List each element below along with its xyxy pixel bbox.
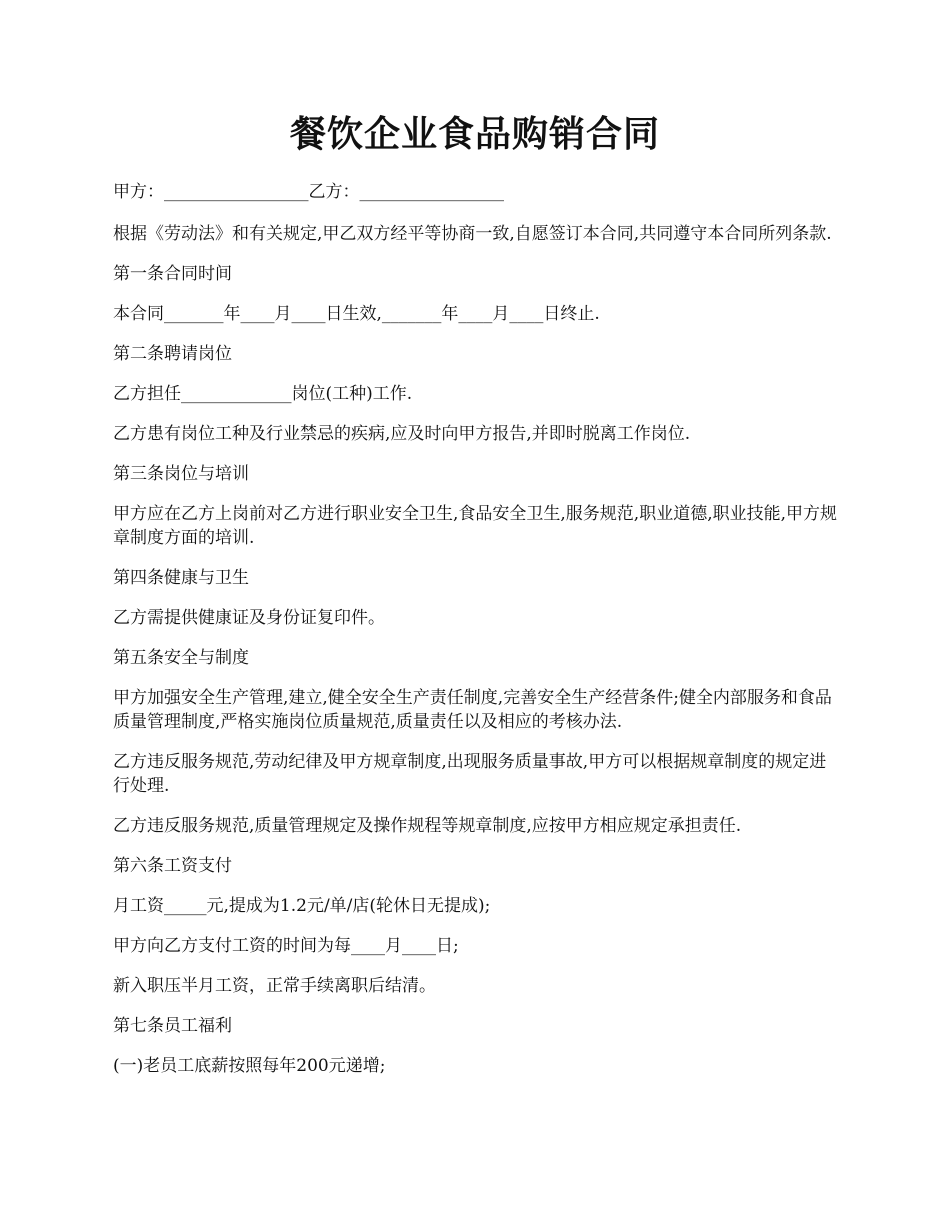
article-4-health-paragraph: 乙方需提供健康证及身份证复印件。 bbox=[113, 608, 385, 628]
article-3-training-paragraph: 甲方应在乙方上岗前对乙方进行职业安全卫生,食品安全卫生,服务规范,职业道德,职业技能,甲方规章制度方面的培训. bbox=[113, 504, 838, 548]
article-5-violation-paragraph: 乙方违反服务规范,劳动纪律及甲方规章制度,出现服务质量事故,甲方可以根据规章制度的规定进行处理. bbox=[113, 752, 827, 796]
article-2-position-line: 乙方担任_____________岗位(工种)工作. bbox=[113, 384, 413, 404]
article-4-heading: 第四条健康与卫生 bbox=[113, 568, 249, 588]
article-2-heading: 第二条聘请岗位 bbox=[113, 344, 232, 364]
document-title: 餐饮企业食品购销合同 bbox=[289, 113, 660, 155]
document-body bbox=[113, 180, 838, 1094]
article-7-item-1: (一)老员工底薪按照每年200元递增; bbox=[113, 1056, 386, 1076]
article-6-withholding-line: 新入职压半月工资，正常手续离职后结清。 bbox=[113, 976, 436, 996]
article-5-heading: 第五条安全与制度 bbox=[113, 648, 249, 668]
party-names-line: 甲方：_________________乙方：_________________ bbox=[113, 182, 504, 202]
article-1-term-line: 本合同_______年____月____日生效,_______年____月____日终止. bbox=[113, 304, 600, 324]
article-7-heading: 第七条员工福利 bbox=[113, 1016, 232, 1036]
article-6-salary-line: 月工资_____元,提成为1.2元/单/店(轮休日无提成); bbox=[113, 896, 491, 916]
article-3-heading: 第三条岗位与培训 bbox=[113, 464, 249, 484]
article-6-payday-line: 甲方向乙方支付工资的时间为每____月____日; bbox=[113, 936, 459, 956]
article-6-heading: 第六条工资支付 bbox=[113, 856, 232, 876]
article-2-illness-paragraph: 乙方患有岗位工种及行业禁忌的疾病,应及时向甲方报告,并即时脱离工作岗位. bbox=[113, 424, 691, 444]
article-5-liability-paragraph: 乙方违反服务规范,质量管理规定及操作规程等规章制度,应按甲方相应规定承担责任. bbox=[113, 816, 742, 836]
article-1-heading: 第一条合同时间 bbox=[113, 264, 232, 284]
preamble-paragraph: 根据《劳动法》和有关规定,甲乙双方经平等协商一致,自愿签订本合同,共同遵守本合同所列条款. bbox=[113, 224, 832, 244]
article-5-safety-paragraph: 甲方加强安全生产管理,建立,健全安全生产责任制度,完善安全生产经营条件;健全内部服务和食品质量管理制度,严格实施岗位质量规范,质量责任以及相应的考核办法. bbox=[113, 688, 832, 732]
